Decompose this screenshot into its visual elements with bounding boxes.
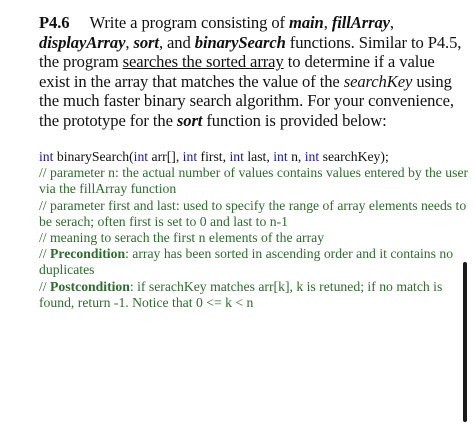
separator-text: , [125, 32, 134, 52]
problem-paragraph [39, 13, 469, 131]
type-keyword: int [182, 149, 198, 164]
code-block [39, 149, 469, 311]
function-name-main: main [289, 13, 324, 32]
function-name-binarysearch: binarySearch [194, 32, 286, 52]
separator-text: , [323, 13, 332, 32]
parameter: arr[], [148, 149, 183, 164]
type-keyword: int [229, 149, 244, 164]
comment-parameter-first-last: // parameter first and last: used to specify the range of array elements needs to be serach; often first is set to 0 and last to n-1 [39, 197, 467, 229]
function-prototype [39, 149, 469, 165]
type-keyword: int [39, 149, 54, 164]
body-text: to determine if a value exist in the array that matches the value of the [39, 52, 435, 91]
parameter: first, [197, 149, 230, 164]
intro-text: Write a program consisting of [89, 13, 290, 32]
function-signature: binarySearch( [53, 149, 134, 164]
separator-text: , [389, 13, 394, 32]
comment-precondition [39, 246, 469, 278]
parameter: last, [243, 149, 274, 164]
comment-parameter-n: // parameter n: the actual number of values contains values entered by the user via the fillArray function [39, 165, 469, 197]
function-name-sort: sort [133, 32, 159, 52]
function-name-fillarray: fillArray [331, 13, 390, 32]
searchkey-term: searchKey [343, 71, 413, 91]
precondition-label: Precondition [50, 246, 126, 262]
scrollbar[interactable] [463, 262, 467, 422]
type-keyword: int [304, 149, 320, 164]
underlined-phrase: searches the sorted array [122, 52, 284, 72]
problem-number: P4.6 [39, 13, 70, 32]
comment-postcondition [39, 279, 469, 311]
comment-prefix: // [39, 278, 51, 294]
body-text: using the much faster binary search algorithm. For your convenience, the prototype for the [39, 71, 454, 130]
parameter: searchKey); [319, 149, 389, 164]
comment-meaning: // meaning to serach the first n elements of the array [39, 230, 325, 246]
body-text: functions. Similar to P4.5, the program [39, 32, 462, 72]
separator-text: , and [158, 32, 195, 52]
postcondition-text: : if serachKey matches arr[k], k is retuned; if no match is found, return -1. Notice that 0 <= k < n [39, 278, 443, 310]
comment-prefix: // [39, 246, 51, 262]
postcondition-label: Postcondition [50, 278, 130, 294]
function-name-displayarray: displayArray [39, 32, 126, 52]
precondition-text: : array has been sorted in ascending order and it contains no duplicates [39, 246, 454, 278]
parameter: n, [287, 149, 305, 164]
problem-statement [39, 13, 469, 131]
type-keyword: int [133, 149, 149, 164]
type-keyword: int [273, 149, 288, 164]
body-text: function is provided below: [202, 110, 387, 130]
sort-term: sort [176, 110, 203, 130]
